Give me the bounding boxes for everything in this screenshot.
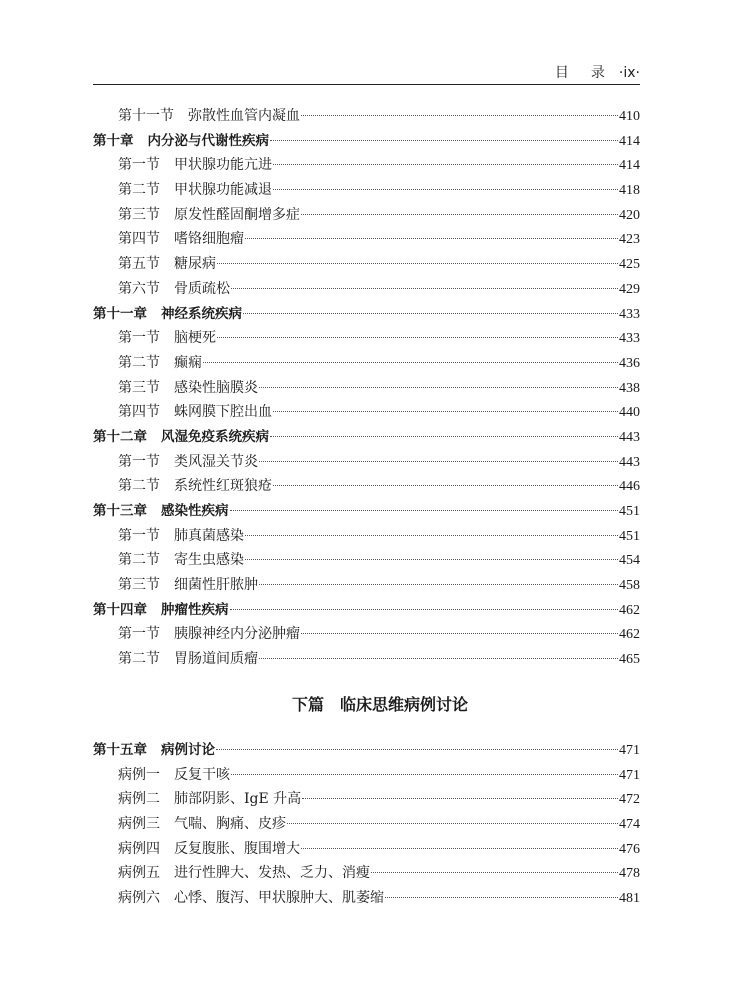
- dot-leader: [273, 485, 618, 486]
- entry-title: 病例讨论: [161, 742, 215, 758]
- entry-number: 第二节: [118, 478, 160, 495]
- dot-leader: [273, 189, 618, 190]
- toc-section-entry[interactable]: [93, 227, 640, 252]
- dot-leader: [287, 823, 618, 824]
- entry-number: 第十三章: [93, 503, 147, 519]
- entry-number: 第三节: [118, 206, 160, 223]
- header-title-1: 目: [554, 65, 569, 81]
- dot-leader: [259, 387, 618, 388]
- toc-section-entry[interactable]: [93, 203, 640, 228]
- entry-number: 第十一节: [118, 108, 174, 124]
- running-header: [93, 62, 640, 85]
- entry-number: 第一节: [118, 527, 160, 544]
- entry-title: 感染性脑膜炎: [174, 379, 258, 396]
- toc-section-entry[interactable]: [93, 326, 640, 351]
- entry-number: 病例三: [118, 816, 160, 833]
- entry-title: 甲状腺功能减退: [174, 182, 272, 199]
- entry-page: 414: [619, 133, 640, 149]
- toc-section-entry[interactable]: [93, 178, 640, 203]
- toc-chapter-entry[interactable]: [93, 302, 640, 327]
- entry-number: 第一节: [118, 453, 160, 470]
- entry-number: 病例六: [118, 890, 160, 907]
- part-label: 下篇: [291, 695, 324, 714]
- toc-section-entry[interactable]: [93, 763, 640, 788]
- entry-page: 414: [619, 158, 640, 174]
- entry-number: 第十五章: [93, 742, 147, 758]
- toc-section-entry[interactable]: [93, 812, 640, 837]
- entry-page: 474: [619, 817, 640, 833]
- toc-section-entry[interactable]: [93, 837, 640, 862]
- entry-page: 472: [619, 792, 640, 808]
- entry-page: 433: [619, 306, 640, 322]
- toc-section-entry[interactable]: [93, 524, 640, 549]
- entry-page: 443: [619, 454, 640, 470]
- entry-title: 弥散性血管内凝血: [188, 108, 300, 124]
- dot-leader: [301, 848, 618, 849]
- toc-section-entry[interactable]: [93, 548, 640, 573]
- entry-number: 第二节: [118, 182, 160, 199]
- entry-number: 第五节: [118, 256, 160, 273]
- entry-title: 肺部阴影、IgE 升高: [174, 791, 302, 808]
- toc-section-entry[interactable]: [93, 861, 640, 886]
- dot-leader: [259, 658, 618, 659]
- entry-title: 感染性疾病: [161, 503, 229, 519]
- entry-title: 癫痫: [174, 354, 202, 371]
- entry-title: 系统性红斑狼疮: [174, 478, 272, 495]
- dot-leader: [273, 164, 618, 165]
- dot-leader: [231, 774, 618, 775]
- dot-leader: [245, 535, 618, 536]
- entry-title: 进行性脾大、发热、乏力、消瘦: [174, 865, 370, 882]
- entry-title: 反复腹胀、腹围增大: [174, 840, 300, 857]
- entry-title: 心悸、腹泻、甲状腺肿大、肌萎缩: [174, 890, 384, 907]
- toc-chapter-entry[interactable]: [93, 738, 640, 763]
- entry-page: 433: [619, 331, 640, 347]
- dot-leader: [301, 214, 618, 215]
- dot-leader: [230, 609, 619, 610]
- page-number: ·ix·: [618, 65, 640, 81]
- toc-section-entry[interactable]: [93, 622, 640, 647]
- entry-number: 第十二章: [93, 428, 147, 445]
- entry-page: 465: [619, 652, 640, 668]
- entry-title: 内分泌与代谢性疾病: [147, 132, 269, 149]
- entry-page: 451: [619, 504, 640, 519]
- entry-number: 第一节: [118, 330, 160, 347]
- entry-number: 第二节: [118, 354, 160, 371]
- entry-page: 481: [619, 891, 640, 907]
- entry-number: 第二节: [118, 552, 160, 569]
- entry-number: 第三节: [118, 577, 160, 594]
- toc-chapter-entry[interactable]: [93, 425, 640, 450]
- entry-page: 462: [619, 627, 640, 643]
- toc-section-entry[interactable]: [93, 376, 640, 401]
- toc-section-entry[interactable]: [93, 474, 640, 499]
- entry-page: 454: [619, 553, 640, 569]
- entry-number: 病例二: [118, 791, 160, 808]
- entry-page: 471: [619, 743, 640, 758]
- entry-title: 脑梗死: [174, 330, 216, 347]
- toc-section-entry[interactable]: [93, 351, 640, 376]
- entry-page: 478: [619, 866, 640, 882]
- entry-title: 反复干咳: [174, 766, 230, 783]
- entry-page: 451: [619, 528, 640, 544]
- part-name: 临床思维病例讨论: [340, 695, 469, 714]
- entry-page: 436: [619, 355, 640, 371]
- entry-number: 病例五: [118, 865, 160, 882]
- dot-leader: [259, 461, 618, 462]
- entry-page: 446: [619, 479, 640, 495]
- dot-leader: [273, 411, 618, 412]
- entry-page: 440: [619, 405, 640, 421]
- entry-title: 神经系统疾病: [161, 305, 242, 322]
- entry-number: 第四节: [118, 231, 160, 248]
- entry-number: 第四节: [118, 404, 160, 421]
- entry-title: 骨质疏松: [174, 280, 230, 297]
- entry-page: 438: [619, 380, 640, 396]
- entry-page: 458: [619, 578, 640, 594]
- entry-page: 410: [619, 109, 640, 124]
- part-title: [0, 692, 730, 715]
- entry-number: 第十章: [93, 132, 134, 149]
- entry-title: 寄生虫感染: [174, 552, 244, 569]
- entry-title: 风湿免疫系统疾病: [161, 428, 269, 445]
- toc-list-top: [93, 104, 640, 672]
- toc-section-entry[interactable]: [93, 153, 640, 178]
- entry-number: 第十四章: [93, 601, 147, 618]
- entry-title: 胃肠道间质瘤: [174, 651, 258, 668]
- entry-number: 病例四: [118, 840, 160, 857]
- entry-title: 胰腺神经内分泌肿瘤: [174, 626, 300, 643]
- entry-number: 第一节: [118, 626, 160, 643]
- dot-leader: [231, 288, 618, 289]
- dot-leader: [245, 238, 618, 239]
- dot-leader: [371, 872, 618, 873]
- dot-leader: [243, 313, 618, 314]
- entry-title: 蛛网膜下腔出血: [174, 404, 272, 421]
- entry-number: 第十一章: [93, 305, 147, 322]
- dot-leader: [216, 749, 618, 750]
- entry-title: 糖尿病: [174, 256, 216, 273]
- dot-leader: [259, 584, 618, 585]
- header-text: [555, 62, 640, 82]
- entry-number: 病例一: [118, 766, 160, 783]
- entry-number: 第六节: [118, 280, 160, 297]
- dot-leader: [302, 798, 618, 799]
- dot-leader: [230, 510, 619, 511]
- entry-page: 476: [619, 841, 640, 857]
- entry-title: 原发性醛固酮增多症: [174, 206, 300, 223]
- header-title-2: 录: [590, 65, 605, 81]
- entry-page: 425: [619, 257, 640, 273]
- entry-page: 420: [619, 207, 640, 223]
- entry-title: 肺真菌感染: [174, 527, 244, 544]
- toc-section-entry[interactable]: [93, 252, 640, 277]
- entry-title: 甲状腺功能亢进: [174, 157, 272, 174]
- entry-title: 气喘、胸痛、皮疹: [174, 816, 286, 833]
- dot-leader: [217, 337, 618, 338]
- dot-leader: [245, 559, 618, 560]
- toc-chapter-entry[interactable]: [93, 129, 640, 154]
- entry-title: 细菌性肝脓肿: [174, 577, 258, 594]
- toc-section-entry[interactable]: [93, 104, 640, 129]
- entry-page: 429: [619, 281, 640, 297]
- entry-page: 443: [619, 429, 640, 445]
- entry-title: 嗜铬细胞瘤: [174, 231, 244, 248]
- entry-page: 471: [619, 767, 640, 783]
- dot-leader: [270, 436, 618, 437]
- toc-chapter-entry[interactable]: [93, 499, 640, 524]
- entry-page: 423: [619, 232, 640, 248]
- toc-section-entry[interactable]: [93, 277, 640, 302]
- toc-list-bottom: [93, 738, 640, 911]
- dot-leader: [270, 140, 618, 141]
- toc-section-entry[interactable]: [93, 573, 640, 598]
- entry-number: 第二节: [118, 651, 160, 668]
- dot-leader: [203, 362, 618, 363]
- dot-leader: [385, 897, 618, 898]
- dot-leader: [217, 263, 618, 264]
- dot-leader: [301, 115, 618, 116]
- toc-section-entry[interactable]: [93, 647, 640, 672]
- entry-number: 第三节: [118, 379, 160, 396]
- entry-page: 462: [619, 602, 640, 618]
- toc-section-entry[interactable]: [93, 787, 640, 812]
- dot-leader: [301, 633, 618, 634]
- entry-number: 第一节: [118, 157, 160, 174]
- toc-section-entry[interactable]: [93, 450, 640, 475]
- toc-chapter-entry[interactable]: [93, 598, 640, 623]
- toc-section-entry[interactable]: [93, 886, 640, 911]
- entry-title: 肿瘤性疾病: [161, 601, 229, 618]
- toc-section-entry[interactable]: [93, 400, 640, 425]
- entry-page: 418: [619, 183, 640, 199]
- entry-title: 类风湿关节炎: [174, 453, 258, 470]
